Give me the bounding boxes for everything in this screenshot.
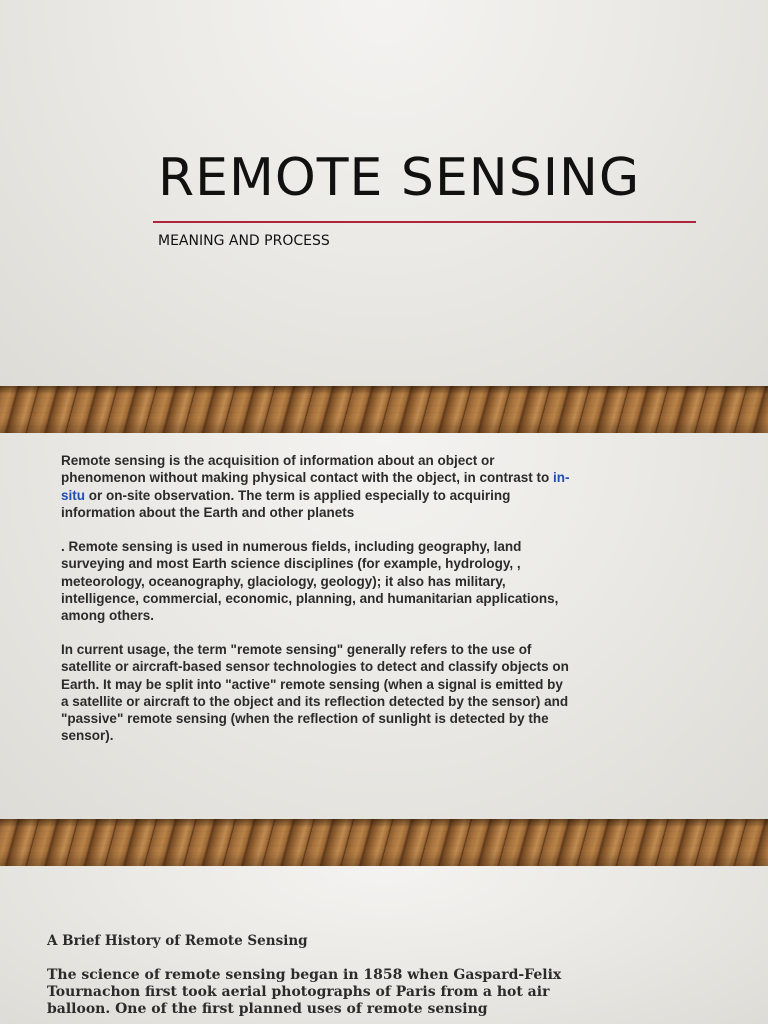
in-situ-link[interactable]: in-situ	[61, 470, 570, 503]
title-slide	[0, 0, 768, 386]
title-underline	[153, 221, 696, 223]
definition-slide	[0, 433, 768, 819]
history-slide	[0, 866, 768, 1024]
history-heading: A Brief History of Remote Sensing	[47, 933, 308, 949]
applications-paragraph: . Remote sensing is used in numerous fields, including geography, land surveying and most Earth science disciplines (for example, hydrology, , meteorology, oceanography, glaciology, geology); it also has military, intelligence, commercial, economic, planning, and humanitarian applications, among others.	[61, 539, 559, 624]
wood-floor-divider	[0, 819, 768, 866]
wood-floor-divider	[0, 386, 768, 433]
history-paragraph: The science of remote sensing began in 1858 when Gaspard-Felix Tournachon first took aerial photographs of Paris from a hot air balloon. One of the first planned uses of remote sensing	[47, 967, 562, 1018]
slide-title: REMOTE SENSING	[158, 148, 641, 208]
definition-text-start: Remote sensing is the acquisition of information about an object or phenomenon without making physical contact with the object, in contrast to	[61, 453, 554, 486]
slide-subtitle: MEANING AND PROCESS	[158, 233, 330, 249]
definition-paragraph	[61, 452, 571, 521]
current-usage-paragraph: In current usage, the term "remote sensing" generally refers to the use of satellite or aircraft-based sensor technologies to detect and classify objects on Earth. It may be split into "active" remote sensing (when a signal is emitted by a satellite or aircraft to the object and its reflection detected by the sensor) and "passive" remote sensing (when the reflection of sunlight is detected by the sensor).	[61, 642, 569, 744]
definition-text-end: or on-site observation. The term is applied especially to acquiring information about the Earth and other planets	[61, 487, 511, 520]
